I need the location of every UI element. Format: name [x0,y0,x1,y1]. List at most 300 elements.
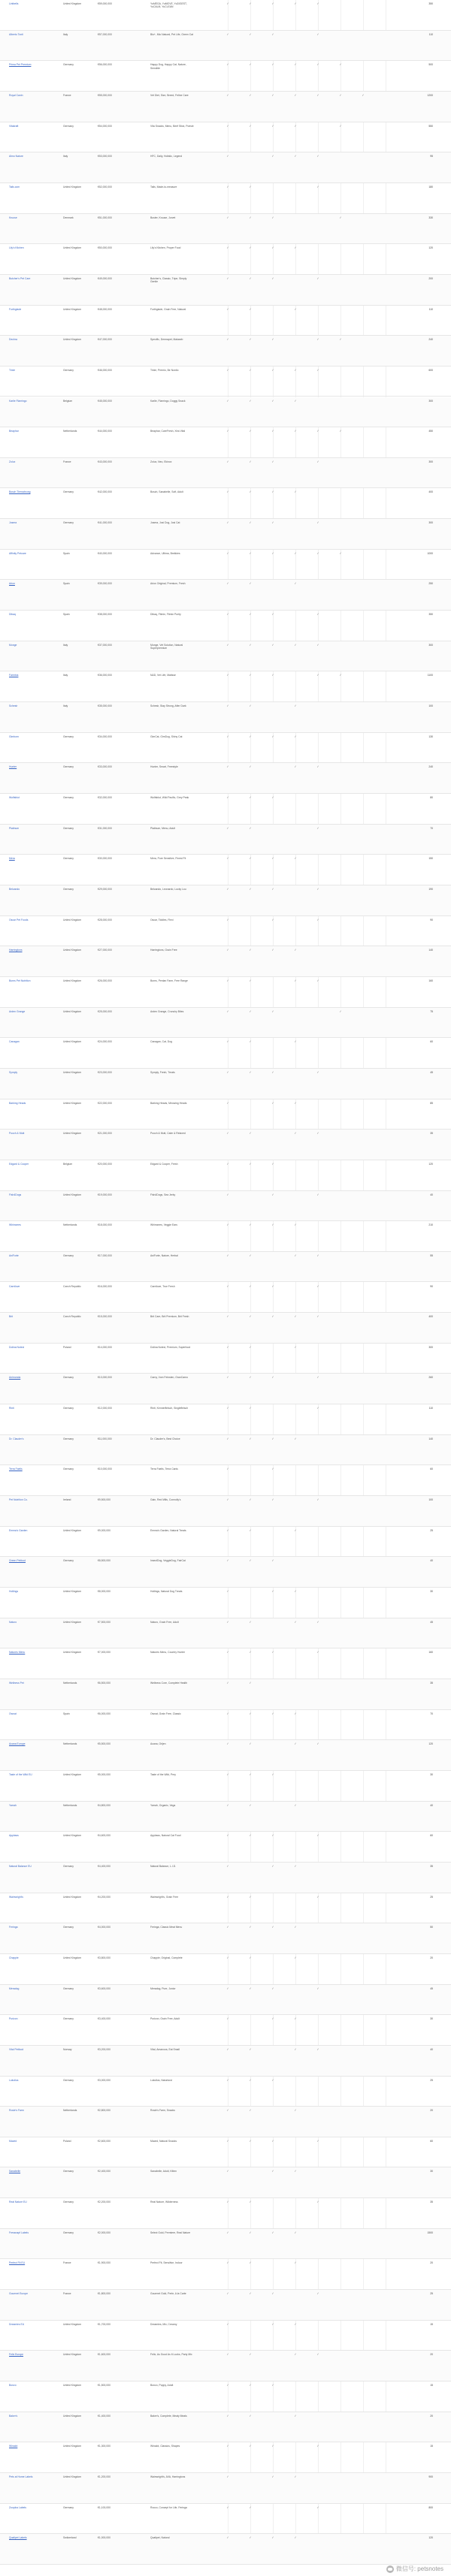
table-row [0,1221,451,1252]
table-row [0,1496,451,1527]
company-link[interactable]: Natures Menu [9,1651,26,1654]
table-row [0,2107,451,2137]
check-mark-icon: ✓ [316,1651,319,1654]
company-link[interactable]: Oscar Pet Foods [9,918,29,922]
country-cell: Netherlands [63,430,77,433]
check-mark-icon: ✓ [271,216,274,219]
country-cell: United Kingdom [63,1590,82,1594]
revenue-cell: €1,800,000 [98,2292,110,2296]
check-mark-icon: ✓ [249,2414,252,2418]
check-mark-icon: ✓ [294,2109,297,2113]
table-row [0,1191,451,1222]
company-link[interactable]: Lintbells [9,2,19,5]
company-link[interactable]: Pets at Home Labels [9,2475,33,2479]
revenue-cell: €47,000,000 [98,338,112,342]
check-mark-icon: ✓ [316,32,319,36]
check-mark-icon: ✓ [226,2,229,5]
company-link[interactable]: Prima Pet Premium [9,63,32,67]
brands-cell: Vita Snacks, Menu, Beef Stick, Poesie [150,124,194,128]
country-cell: Germany [63,1253,74,1257]
check-mark-icon: ✓ [249,765,252,769]
table-row [0,519,451,550]
brands-cell: Barking Heads, Meowing Heads [150,1101,187,1105]
check-mark-icon: ✓ [294,124,297,128]
check-mark-icon: ✓ [271,490,274,494]
country-cell: Germany [63,857,74,861]
revenue-cell: €43,000,000 [98,460,112,463]
check-mark-icon: ✓ [226,2200,229,2204]
company-link[interactable]: Farmina [9,674,19,677]
company-link[interactable]: Alberto Tonti [9,32,23,36]
count-cell: 40 [430,1803,433,1807]
company-link[interactable]: Arden Grange [9,1009,26,1013]
company-link[interactable]: Hollings [9,1590,19,1594]
count-cell: 1000 [427,551,433,555]
country-cell: France [63,2292,71,2296]
country-cell: Italy [63,704,68,708]
brands-cell: Lukullus, Naturkost [150,2078,172,2082]
brands-cell: Platinum, Menu, Adult [150,826,175,830]
check-mark-icon: ✓ [294,1803,297,1807]
country-cell: Germany [63,2170,74,2173]
company-link[interactable]: Rinti [9,1407,14,1410]
revenue-cell: €16,000,000 [98,1284,112,1288]
country-cell: Germany [63,2505,74,2509]
company-link[interactable]: Karlie Flamingo [9,399,27,403]
check-mark-icon: ✓ [249,307,252,311]
check-mark-icon: ✓ [226,857,229,861]
company-link[interactable]: Brit [9,1315,14,1319]
company-link[interactable]: Gourmet Europe [9,2292,29,2296]
revenue-cell: €13,000,000 [98,1376,112,1380]
check-mark-icon: ✓ [294,734,297,738]
check-mark-icon: ✓ [226,1009,229,1013]
revenue-cell: €7,000,000 [98,1651,110,1654]
country-cell: France [63,93,71,97]
company-link[interactable]: Butcher's Pet Care [9,276,31,280]
check-mark-icon: ✓ [226,1253,229,1257]
check-mark-icon: ✓ [226,521,229,525]
check-mark-icon: ✓ [271,643,274,647]
count-cell: 20 [430,2261,433,2265]
table-row [0,2381,451,2412]
company-link[interactable]: Hunter [9,765,17,769]
company-link[interactable]: Wainwright's [9,1895,23,1899]
country-cell: United Kingdom [63,1070,82,1074]
count-cell: 20 [430,2109,433,2113]
table-row [0,427,451,458]
check-mark-icon: ✓ [226,276,229,280]
count-cell: 25 [430,2292,433,2296]
brands-cell: Pooch & Mutt, Calm & Relaxed [150,1132,186,1136]
check-mark-icon: ✓ [226,368,229,372]
table-row [0,1588,451,1618]
check-mark-icon: ✓ [271,734,274,738]
company-link[interactable]: Dechra [9,338,17,342]
check-mark-icon: ✓ [271,2231,274,2234]
count-cell: 45 [430,1620,433,1624]
check-mark-icon: ✓ [226,1528,229,1532]
check-mark-icon: ✓ [226,2475,229,2479]
check-mark-icon: ✓ [271,2078,274,2082]
revenue-cell: €3,600,000 [98,1986,110,1990]
company-link[interactable]: Burns Pet Nutrition [9,979,31,982]
count-cell: 60 [430,1040,433,1044]
check-mark-icon: ✓ [294,246,297,250]
revenue-cell: €30,000,000 [98,857,112,861]
check-mark-icon: ✓ [249,2292,252,2296]
count-cell: 1500 [427,2231,433,2234]
revenue-cell: €1,200,000 [98,2475,110,2479]
company-link[interactable]: Edgard & Cooper [9,1162,29,1166]
check-mark-icon: ✓ [271,1070,274,1074]
company-link[interactable]: Taste of the Wild EU [9,1772,32,1776]
brands-cell: GimCat, GimDog, Shiny Cat [150,734,183,738]
brands-cell: Brit Care, Brit Premium, Brit Fresh [150,1315,189,1319]
count-cell: 15 [430,2384,433,2387]
company-link[interactable]: Acana Europe [9,1742,26,1746]
check-mark-icon: ✓ [249,1284,252,1288]
revenue-cell: €11,000,000 [98,1437,112,1440]
check-mark-icon: ✓ [271,1498,274,1502]
company-link[interactable]: Pooch & Mutt [9,1132,25,1136]
revenue-cell: €1,900,000 [98,2261,110,2265]
check-mark-icon: ✓ [271,1101,274,1105]
count-cell: 150 [428,857,433,861]
company-link[interactable]: Platinum [9,826,20,830]
table-row [0,1832,451,1863]
company-link[interactable]: Schesir [9,704,18,708]
check-mark-icon: ✓ [271,674,274,677]
brands-cell: Wellness Core, Complete Health [150,1682,188,1685]
check-mark-icon: ✓ [226,674,229,677]
check-mark-icon: ✓ [226,155,229,158]
revenue-cell: €8,500,000 [98,1559,110,1563]
company-link[interactable]: Carnilove [9,1284,20,1288]
check-mark-icon: ✓ [294,2353,297,2357]
company-link[interactable]: Terra Faelis [9,1467,23,1471]
company-link[interactable]: Natural Balance EU [9,1864,32,1868]
country-cell: Netherlands [63,1742,77,1746]
check-mark-icon: ✓ [226,826,229,830]
table-row [0,1283,451,1314]
company-link[interactable]: Real Nature EU [9,2200,27,2204]
company-link[interactable]: Chappie [9,1956,19,1959]
company-link[interactable]: Perfect Fit EU [9,2261,26,2265]
brands-cell: Lily's Kitchen, Proper Food [150,246,181,250]
check-mark-icon: ✓ [316,430,319,433]
check-mark-icon: ✓ [226,1467,229,1471]
check-mark-icon: ✓ [294,368,297,372]
company-link[interactable]: Whimzees [9,1223,21,1227]
check-mark-icon: ✓ [271,2475,274,2479]
brands-cell: Burns, Penlan Farm, Free Range [150,979,188,982]
check-mark-icon: ✓ [226,1712,229,1715]
table-row [0,641,451,672]
company-link[interactable]: Applaws [9,1834,19,1838]
company-link[interactable]: Zooplus Labels [9,2505,26,2509]
check-mark-icon: ✓ [249,2078,252,2082]
company-link[interactable]: Green Petfood [9,1559,26,1563]
country-cell: United Kingdom [63,979,82,982]
country-cell: Belgium [63,399,73,403]
country-cell: France [63,2261,71,2265]
count-cell: 350 [428,613,433,617]
company-link[interactable]: Rosie's Farm [9,2109,24,2113]
company-link[interactable]: Fish4Dogs [9,1193,22,1196]
check-mark-icon: ✓ [339,1009,342,1013]
check-mark-icon: ✓ [271,399,274,403]
company-link[interactable]: Vitakraft [9,124,19,128]
country-cell: France [63,460,71,463]
revenue-cell: €10,000,000 [98,1467,112,1471]
company-link[interactable]: Dr. Clauder's [9,1437,24,1440]
check-mark-icon: ✓ [226,1590,229,1594]
brands-cell: Beaphar, CareFresh, Xtra Vital [150,430,186,433]
company-link[interactable]: Emma's Garden [9,1528,28,1532]
count-cell: 45 [430,1986,433,1990]
check-mark-icon: ✓ [271,2384,274,2387]
company-link[interactable]: Bosch Tiernahrung [9,490,31,494]
table-row [0,1344,451,1374]
check-mark-icon: ✓ [294,949,297,952]
country-cell: Germany [63,368,74,372]
country-cell: Spain [63,1712,70,1715]
revenue-cell: €59,000,000 [98,2,112,5]
brands-cell: Arden Grange, Crunchy Bites [150,1009,184,1013]
company-link[interactable]: Animonda [9,1376,21,1380]
count-cell: 35 [430,1132,433,1136]
company-link[interactable]: Naturo [9,1620,17,1624]
company-link[interactable]: Symply [9,1070,18,1074]
company-link[interactable]: Vital Petfood [9,2047,24,2051]
check-mark-icon: ✓ [226,2047,229,2051]
revenue-cell: €39,000,000 [98,582,112,586]
check-mark-icon: ✓ [316,2505,319,2509]
count-cell: 110 [428,307,433,311]
count-cell: 90 [430,1284,433,1288]
country-cell: United Kingdom [63,2475,82,2479]
country-cell: Netherlands [63,2109,77,2113]
table-row [0,1863,451,1893]
company-link[interactable]: Maced [9,2139,17,2143]
table-row [0,1313,451,1344]
table-row [0,1435,451,1466]
revenue-cell: €52,000,000 [98,185,112,189]
company-link[interactable]: Felix Europe [9,2353,24,2357]
company-link[interactable]: Mera [9,857,15,861]
company-link[interactable]: Bonzo [9,2384,17,2387]
table-row [0,580,451,611]
country-cell: Poland [63,1345,71,1349]
check-mark-icon: ✓ [316,2,319,5]
check-mark-icon: ✓ [249,613,252,617]
country-cell: United Kingdom [63,1101,82,1105]
check-mark-icon: ✓ [226,1742,229,1746]
company-link[interactable]: Feringa [9,1926,18,1929]
count-cell: 120 [428,2536,433,2540]
check-mark-icon: ✓ [271,1834,274,1838]
brands-cell: Buster, Kruuse, Jorvet [150,216,176,219]
company-link[interactable]: Belcando [9,887,20,891]
check-mark-icon: ✓ [226,1101,229,1105]
revenue-cell: €1,400,000 [98,2414,110,2418]
brands-cell: Gain, Red Mills, Connolly's [150,1498,181,1502]
check-mark-icon: ✓ [226,216,229,219]
count-cell: 70 [430,826,433,830]
company-link[interactable]: Forthglade [9,307,22,311]
count-cell: 190 [428,887,433,891]
company-link[interactable]: Winalot [9,2445,18,2448]
company-link[interactable]: Sanabelle [9,2170,21,2173]
company-link[interactable]: Royal Canin [9,93,23,97]
count-cell: 40 [430,1559,433,1563]
check-mark-icon: ✓ [249,185,252,189]
revenue-cell: €21,000,000 [98,1132,112,1136]
count-cell: 30 [430,2017,433,2021]
table-row [0,2290,451,2321]
company-link[interactable]: Dolina Noteci [9,1345,25,1349]
country-cell: Germany [63,1926,74,1929]
brands-cell: Trixie, Premio, Be Nordic [150,368,179,372]
company-link[interactable]: Purizon [9,2017,18,2021]
check-mark-icon: ✓ [249,460,252,463]
check-mark-icon: ✓ [249,796,252,800]
brands-cell: Forthglade, Grain Free, Natural [150,307,186,311]
revenue-cell: €3,800,000 [98,1956,110,1959]
check-mark-icon: ✓ [226,1070,229,1074]
revenue-cell: €20,000,000 [98,1162,112,1166]
company-link[interactable]: Beaphar [9,430,19,433]
revenue-cell: €46,000,000 [98,368,112,372]
revenue-cell: €1,100,000 [98,2505,110,2509]
check-mark-icon: ✓ [249,2200,252,2204]
check-mark-icon: ✓ [271,93,274,97]
revenue-cell: €5,500,000 [98,1742,110,1746]
company-link[interactable]: Pet Nutrition Co. [9,1498,28,1502]
company-link[interactable]: Lukullus [9,2078,19,2082]
company-link[interactable]: Meradog [9,1986,20,1990]
check-mark-icon: ✓ [249,1315,252,1319]
company-link[interactable]: Barking Heads [9,1101,26,1105]
check-mark-icon: ✓ [226,2536,229,2540]
check-mark-icon: ✓ [226,1132,229,1136]
company-link[interactable]: Wellness Pet [9,1682,24,1685]
brands-cell: InsectDog, VeggieDog, FairCat [150,1559,186,1563]
count-cell: 75 [430,1009,433,1013]
check-mark-icon: ✓ [249,551,252,555]
table-row [0,1893,451,1924]
company-link[interactable]: Lily's Kitchen [9,246,24,250]
table-row [0,1679,451,1710]
company-link[interactable]: Gimborn [9,734,20,738]
company-link[interactable]: Kruuse [9,216,17,219]
check-mark-icon: ✓ [271,1864,274,1868]
table-row [0,794,451,825]
table-row [0,946,451,977]
company-link[interactable]: Baker's [9,2414,18,2418]
check-mark-icon: ✓ [294,1864,297,1868]
country-cell: Germany [63,1467,74,1471]
revenue-cell: €48,000,000 [98,307,112,311]
company-link[interactable]: Josera [9,521,17,525]
company-link[interactable]: Tails.com [9,185,20,189]
country-cell: United Kingdom [63,307,82,311]
country-cell: United Kingdom [63,1620,82,1624]
revenue-cell: €1,000,000 [98,2536,110,2540]
check-mark-icon: ✓ [226,1986,229,1990]
company-link[interactable]: Almo Nature [9,155,23,158]
table-row [0,306,451,336]
count-cell: 400 [428,1315,433,1319]
count-cell: 160 [428,979,433,982]
company-link[interactable]: Dibaq [9,613,16,617]
table-row [0,1802,451,1832]
check-mark-icon: ✓ [249,2139,252,2143]
country-cell: Germany [63,765,74,769]
check-mark-icon: ✓ [294,2047,297,2051]
count-cell: 450 [428,430,433,433]
country-cell: Germany [63,826,74,830]
revenue-cell: €38,000,000 [98,613,112,617]
company-link[interactable]: AniForte [9,1253,19,1257]
brands-cell: Baker's, Complete, Meaty Meals [150,2414,187,2418]
revenue-cell: €15,000,000 [98,1315,112,1319]
check-mark-icon: ✓ [226,2445,229,2448]
check-mark-icon: ✓ [226,1315,229,1319]
count-cell: 300 [428,1345,433,1349]
check-mark-icon: ✓ [226,2231,229,2234]
revenue-cell: €17,000,000 [98,1253,112,1257]
check-mark-icon: ✓ [271,1009,274,1013]
company-link[interactable]: Qualipet Labels [9,2536,27,2540]
brands-cell: Edgard & Cooper, Fresh [150,1162,178,1166]
country-cell: Poland [63,2139,71,2143]
country-cell: United Kingdom [63,338,82,342]
brands-cell: YuMEGA, YuMOVE, YuDIGEST, YuCALM, YuCLEAN [150,2,187,9]
check-mark-icon: ✓ [249,2384,252,2387]
company-link[interactable]: Monge [9,643,17,647]
check-mark-icon: ✓ [271,2170,274,2173]
count-cell: 900 [428,2475,433,2479]
check-mark-icon: ✓ [226,2109,229,2113]
company-link[interactable]: Canagan [9,1040,20,1044]
company-link[interactable]: Ownat [9,1712,17,1715]
company-link[interactable]: Fressnapf Labels [9,2231,29,2234]
company-link[interactable]: Affinity Petcare [9,551,26,555]
revenue-cell: €55,000,000 [98,93,112,97]
company-link[interactable]: Trixie [9,368,16,372]
check-mark-icon: ✓ [249,1498,252,1502]
check-mark-icon: ✓ [249,2,252,5]
check-mark-icon: ✓ [294,1620,297,1624]
brands-cell: Natural Balance, L.I.D. [150,1864,177,1868]
brands-cell: HFC, Daily, Holistic, Legend [150,155,183,158]
check-mark-icon: ✓ [226,399,229,403]
country-cell: Germany [63,1986,74,1990]
company-link[interactable]: Harringtons [9,949,23,952]
company-link[interactable]: Yarrah [9,1803,17,1807]
company-link[interactable]: Zolux [9,460,16,463]
table-row [0,2229,451,2260]
count-cell: 20 [430,2414,433,2418]
company-link[interactable]: Wolfsblut [9,796,20,800]
count-cell: 250 [428,582,433,586]
company-link[interactable]: Dreamies EU [9,2322,25,2326]
count-cell: 60 [430,1834,433,1838]
country-cell: United Kingdom [63,1956,82,1959]
company-link[interactable]: Arion [9,582,15,586]
